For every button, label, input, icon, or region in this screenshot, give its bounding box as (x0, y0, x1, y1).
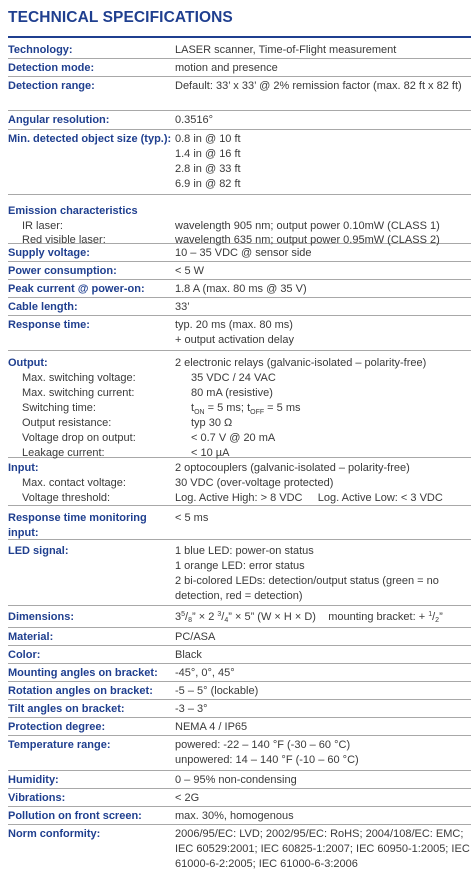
spec-label: Tilt angles on bracket: (8, 703, 125, 715)
spec-value: 2006/95/EC: LVD; 2002/95/EC: RoHS; 2004/108/EC: EMC; IEC 60529:2001; IEC 60825-1:2007; IEC 60950-1:2005; IEC 61000-6-2:2005; IEC 61000-6-3:2006 (175, 828, 470, 870)
switch-time-on-value: = 5 ms; (204, 402, 248, 414)
spec-value: motion and presence (175, 62, 278, 74)
spec-row-emission (8, 195, 471, 244)
spec-value-line: 6.9 in @ 82 ft (175, 178, 241, 190)
spec-table (8, 41, 471, 874)
spec-sub-label: Output resistance: (22, 417, 112, 429)
spec-value: < 5 W (175, 265, 205, 277)
spec-value: < 2G (175, 792, 200, 804)
spec-value (175, 401, 471, 416)
spec-label: LED signal: (8, 545, 69, 557)
spec-value-line: unpowered: 14 – 140 °F (-10 – 60 °C) (175, 754, 359, 766)
spec-value-line: powered: -22 – 140 °F (-30 – 60 °C) (175, 739, 351, 751)
spec-value: typ 30 Ω (191, 417, 233, 429)
spec-row-color (8, 646, 471, 664)
spec-value-line: typ. 20 ms (max. 80 ms) (175, 319, 293, 331)
page-title: TECHNICAL SPECIFICATIONS (8, 9, 233, 26)
spec-value: 0 – 95% non-condensing (175, 774, 297, 786)
spec-row-humidity (8, 771, 471, 789)
spec-row-response-time (8, 316, 471, 351)
spec-row-min-object-size (8, 130, 471, 195)
spec-label: Norm conformity: (8, 828, 101, 840)
spec-value: 35 VDC / 24 VAC (191, 372, 276, 384)
dim-bracket-denominator: 2 (435, 617, 440, 624)
switch-time-t-off: t (247, 402, 251, 414)
spec-label: Rotation angles on bracket: (8, 685, 153, 697)
spec-sub-label: Red visible laser: (22, 234, 106, 246)
spec-row-output (8, 351, 471, 458)
spec-value: LASER scanner, Time-of-Flight measurement (175, 44, 397, 56)
spec-label: Dimensions: (8, 611, 75, 623)
dim-width-whole: 3 (175, 611, 182, 623)
spec-value-line: 1.4 in @ 16 ft (175, 148, 241, 160)
spec-value: 10 – 35 VDC @ sensor side (175, 247, 312, 259)
spec-label: Material: (8, 631, 54, 643)
switch-time-off-subscript: OFF (250, 409, 265, 417)
spec-value: Black (175, 649, 202, 661)
spec-value: 0.3516° (175, 114, 214, 126)
spec-label: Detection mode: (8, 62, 95, 74)
spec-value: 80 mA (resistive) (191, 387, 273, 399)
spec-row-angular-resolution (8, 111, 471, 130)
spec-label: Output: (8, 357, 48, 369)
switch-time-off-value: = 5 ms (264, 402, 301, 414)
spec-value: -5 – 5° (lockable) (175, 685, 259, 697)
spec-value-line: + output activation delay (175, 334, 294, 346)
spec-label: Peak current @ power-on: (8, 283, 145, 295)
spec-row-supply-voltage (8, 244, 471, 262)
spec-row-protection-degree (8, 718, 471, 736)
spec-value: Log. Active High: > 8 VDC Log. Active Low: < 3 VDC (175, 492, 443, 504)
spec-label: Technology: (8, 44, 73, 56)
spec-value: 2 optocouplers (galvanic-isolated – polarity-free) (175, 462, 410, 474)
spec-label: Power consumption: (8, 265, 117, 277)
dim-bracket-label: mounting bracket: + (328, 611, 429, 623)
spec-value: $3^5/_8$” × 2 $^3/_4$” × 5” (W × H × D) mounting bracket: + $^1/_2$” (175, 611, 443, 624)
spec-value: -3 – 3° (175, 703, 208, 715)
spec-value-line: 0.8 in @ 10 ft (175, 133, 241, 145)
spec-label: Input: (8, 462, 39, 474)
spec-sub-label: Leakage current: (22, 447, 105, 459)
spec-sub-label: Voltage drop on output: (22, 432, 136, 444)
dim-bracket-numerator: 1 (428, 611, 433, 618)
spec-label: Angular resolution: (8, 114, 110, 126)
spec-value: -45°, 0°, 45° (175, 667, 235, 679)
dim-height-denominator: 4 (224, 617, 229, 624)
spec-value: 1.8 A (max. 80 ms @ 35 V) (175, 283, 307, 295)
spec-label: Emission characteristics (8, 205, 138, 217)
switch-time-t-on: t (191, 402, 195, 414)
spec-value-line: 2 bi-colored LEDs: detection/output status (green = no detection, red = detection) (175, 575, 439, 602)
spec-label: Protection degree: (8, 721, 106, 733)
spec-row-material (8, 628, 471, 646)
spec-sub-label: Voltage threshold: (22, 492, 111, 504)
spec-value: 33’ (175, 301, 190, 313)
spec-value-line: 2.8 in @ 33 ft (175, 163, 241, 175)
spec-value: wavelength 905 nm; output power 0.10mW (CLASS 1) (175, 220, 440, 232)
spec-label: Vibrations: (8, 792, 66, 804)
spec-row-response-time-monitoring (8, 506, 471, 540)
spec-row-power-consumption (8, 262, 471, 280)
title-divider (8, 36, 471, 38)
spec-row-pollution (8, 807, 471, 825)
dim-width-rest: ” × 2 (192, 611, 218, 623)
dim-bracket-rest: ” (439, 611, 443, 623)
spec-row-detection-range (8, 77, 471, 111)
spec-value: < 5 ms (175, 512, 209, 524)
spec-sub-label: IR laser: (22, 220, 63, 232)
spec-label: Supply voltage: (8, 247, 90, 259)
spec-row-temperature-range (8, 736, 471, 771)
spec-row-detection-mode (8, 59, 471, 77)
spec-label: Detection range: (8, 80, 95, 92)
dim-height-numerator: 3 (217, 611, 222, 618)
dim-height-rest: ” × 5” (W × H × D) (228, 611, 316, 623)
spec-value: PC/ASA (175, 631, 216, 643)
spec-value: < 0.7 V @ 20 mA (191, 432, 276, 444)
dim-width-denominator: 8 (188, 617, 192, 624)
spec-value: 2 electronic relays (galvanic-isolated – polarity-free) (175, 357, 427, 369)
spec-row-tilt-angles (8, 700, 471, 718)
spec-label: Min. detected object size (typ.): (8, 133, 172, 145)
spec-sub-label: Max. switching current: (22, 387, 135, 399)
spec-value: max. 30%, homogenous (175, 810, 294, 822)
spec-sub-label: Switching time: (22, 402, 96, 414)
spec-row-peak-current (8, 280, 471, 298)
spec-label: Humidity: (8, 774, 59, 786)
spec-row-cable-length (8, 298, 471, 316)
spec-row-led-signal (8, 540, 471, 606)
spec-label: Response time: (8, 319, 90, 331)
spec-label: Mounting angles on bracket: (8, 667, 158, 679)
switch-time-on-subscript: ON (194, 409, 205, 417)
dim-width-numerator: 5 (181, 611, 186, 618)
spec-value: 30 VDC (over-voltage protected) (175, 477, 334, 489)
spec-value: < 10 µA (191, 447, 230, 459)
spec-value: Default: 33’ x 33’ @ 2% remission factor (max. 82 ft x 82 ft) (175, 80, 462, 92)
spec-sub-label: Max. contact voltage: (22, 477, 126, 489)
spec-label: Pollution on front screen: (8, 810, 142, 822)
spec-value: wavelength 635 nm; output power 0.95mW (CLASS 2) (175, 234, 440, 246)
spec-label: Temperature range: (8, 739, 111, 751)
spec-sub-label: Max. switching voltage: (22, 372, 136, 384)
spec-label: Response time monitoring input: (8, 512, 147, 539)
spec-value-line: 1 blue LED: power-on status (175, 545, 314, 557)
spec-row-vibrations (8, 789, 471, 807)
spec-value: NEMA 4 / IP65 (175, 721, 248, 733)
spec-row-rotation-angles (8, 682, 471, 700)
spec-row-input (8, 458, 471, 506)
spec-row-mounting-angles (8, 664, 471, 682)
spec-label: Cable length: (8, 301, 78, 313)
spec-value-line: 1 orange LED: error status (175, 560, 305, 572)
spec-row-technology (8, 41, 471, 59)
spec-label: Color: (8, 649, 41, 661)
spec-row-dimensions (8, 606, 471, 628)
